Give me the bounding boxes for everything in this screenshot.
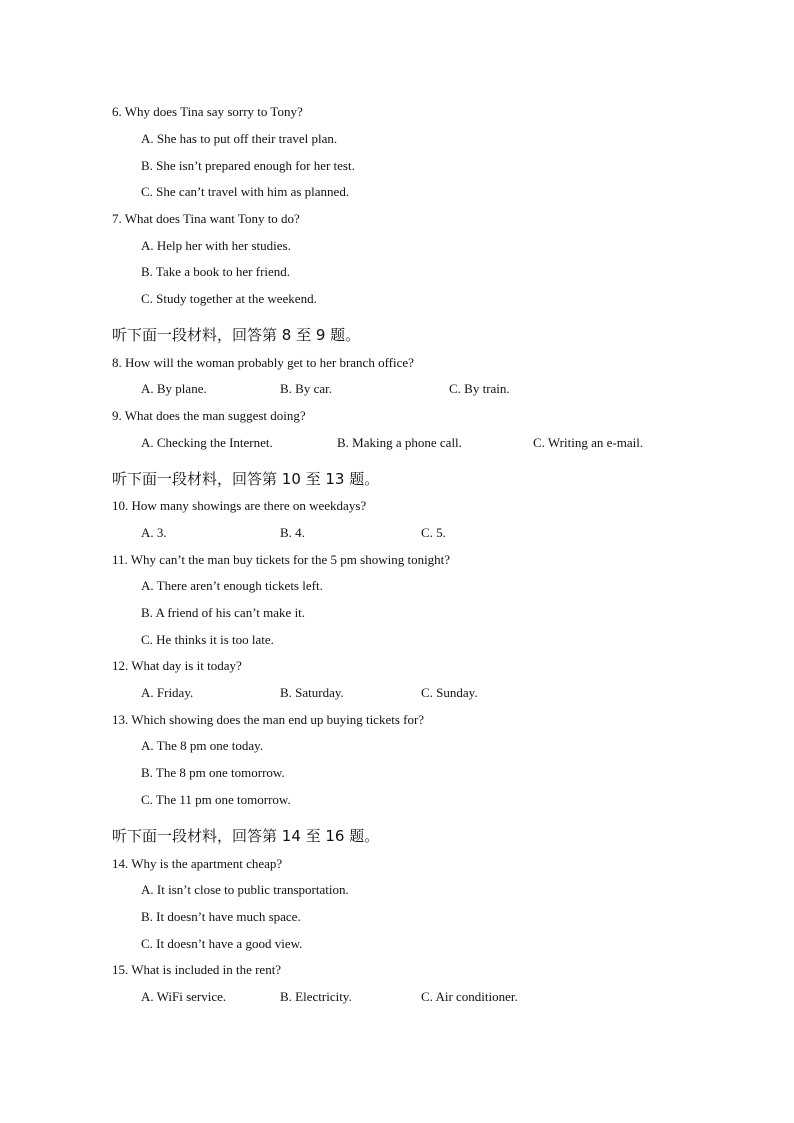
question-8-stem: 8. How will the woman probably get to her branch office? xyxy=(112,355,414,370)
question-9-option-c: C. Writing an e-mail. xyxy=(533,435,644,450)
question-13-stem: 13. Which showing does the man end up buying tickets for? xyxy=(112,712,425,727)
question-15-option-a: A. WiFi service. xyxy=(141,989,227,1004)
question-9-option-a: A. Checking the Internet. xyxy=(141,435,273,450)
question-8-options xyxy=(141,381,741,397)
question-6-stem: 6. Why does Tina say sorry to Tony? xyxy=(112,104,303,119)
question-12-stem: 12. What day is it today? xyxy=(112,658,242,673)
question-11-stem: 11. Why can’t the man buy tickets for the 5 pm showing tonight? xyxy=(112,552,451,567)
question-15-option-c: C. Air conditioner. xyxy=(421,989,518,1004)
question-14-option-b: B. It doesn’t have much space. xyxy=(141,909,301,924)
question-12-options xyxy=(141,685,741,701)
question-10-options xyxy=(141,525,741,541)
question-13-option-a: A. The 8 pm one today. xyxy=(141,738,264,753)
question-9-stem: 9. What does the man suggest doing? xyxy=(112,408,306,423)
question-12-option-b: B. Saturday. xyxy=(280,685,344,700)
question-7-option-c: C. Study together at the weekend. xyxy=(141,291,317,306)
question-10-stem: 10. How many showings are there on weekdays? xyxy=(112,498,367,513)
question-12-option-a: A. Friday. xyxy=(141,685,194,700)
question-14-stem: 14. Why is the apartment cheap? xyxy=(112,856,283,871)
question-6-option-b: B. She isn’t prepared enough for her test. xyxy=(141,158,355,173)
question-14-option-c: C. It doesn’t have a good view. xyxy=(141,936,303,951)
question-6-option-a: A. She has to put off their travel plan. xyxy=(141,131,338,146)
question-13-option-c: C. The 11 pm one tomorrow. xyxy=(141,792,291,807)
question-10-option-c: C. 5. xyxy=(421,525,446,540)
question-9-options xyxy=(141,435,741,451)
question-9-option-b: B. Making a phone call. xyxy=(337,435,462,450)
question-15-stem: 15. What is included in the rent? xyxy=(112,962,282,977)
question-8-option-b: B. By car. xyxy=(280,381,332,396)
question-14-option-a: A. It isn’t close to public transportation. xyxy=(141,882,349,897)
question-12-option-c: C. Sunday. xyxy=(421,685,478,700)
question-7-option-a: A. Help her with her studies. xyxy=(141,238,291,253)
question-7-stem: 7. What does Tina want Tony to do? xyxy=(112,211,300,226)
question-10-option-b: B. 4. xyxy=(280,525,305,540)
question-11-option-b: B. A friend of his can’t make it. xyxy=(141,605,306,620)
section-heading-8-9: 听下面一段材料，回答第 8 至 9 题。 xyxy=(112,326,361,344)
question-15-options xyxy=(141,989,741,1005)
question-7-option-b: B. Take a book to her friend. xyxy=(141,264,291,279)
question-8-option-a: A. By plane. xyxy=(141,381,207,396)
question-10-option-a: A. 3. xyxy=(141,525,167,540)
question-11-option-c: C. He thinks it is too late. xyxy=(141,632,274,647)
question-11-option-a: A. There aren’t enough tickets left. xyxy=(141,578,323,593)
question-6-option-c: C. She can’t travel with him as planned. xyxy=(141,184,350,199)
section-heading-10-13: 听下面一段材料，回答第 10 至 13 题。 xyxy=(112,470,380,488)
question-13-option-b: B. The 8 pm one tomorrow. xyxy=(141,765,285,780)
question-15-option-b: B. Electricity. xyxy=(280,989,352,1004)
question-8-option-c: C. By train. xyxy=(449,381,510,396)
section-heading-14-16: 听下面一段材料，回答第 14 至 16 题。 xyxy=(112,827,380,845)
